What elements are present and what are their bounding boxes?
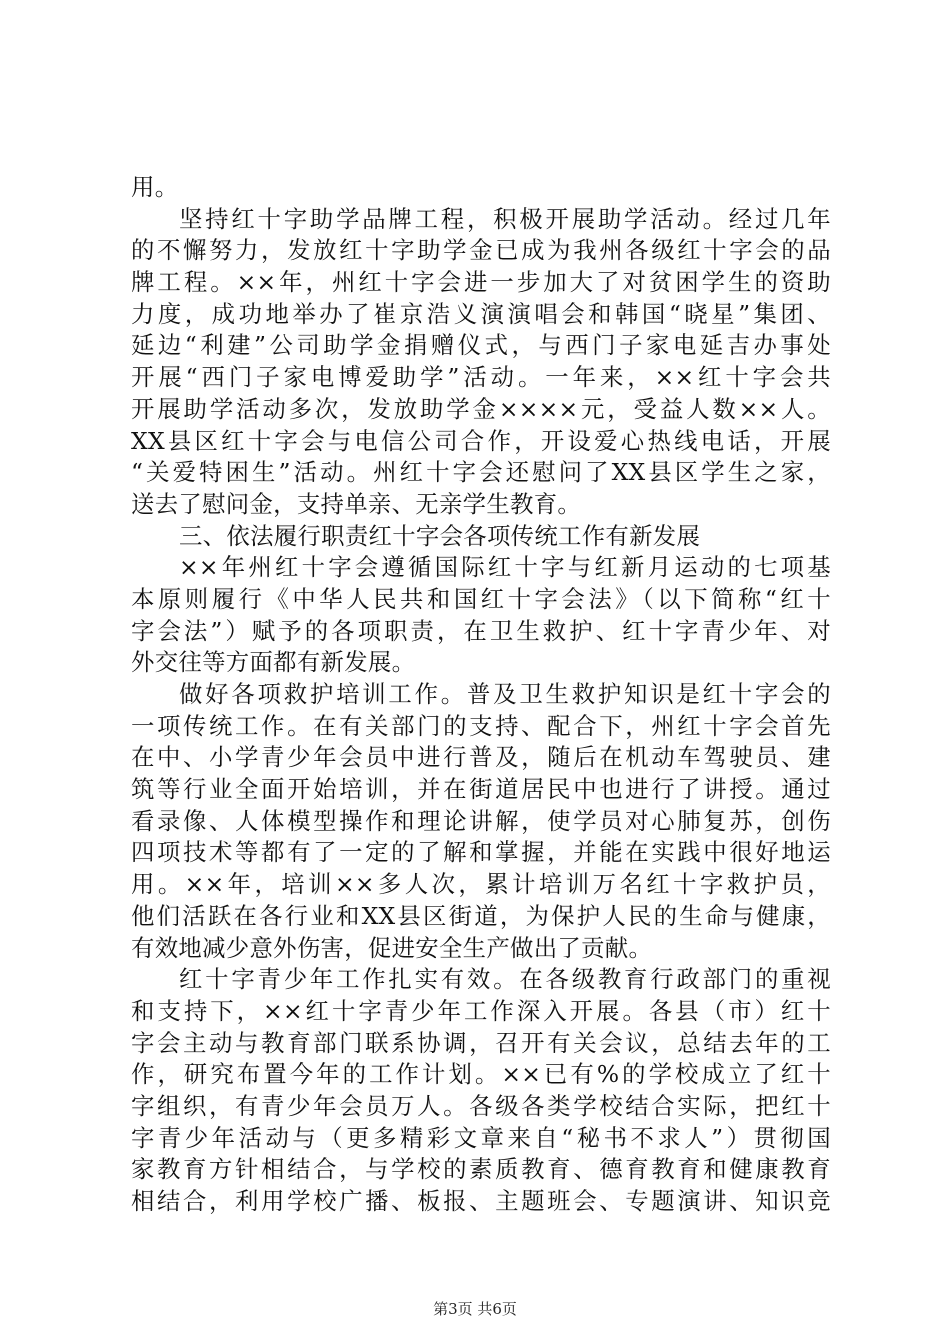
text-line: 字青少年活动与（更多精彩文章来自“秘书不求人”）贯彻国: [131, 1123, 831, 1152]
text-line: 本原则履行《中华人民共和国红十字会法》（以下简称“红十: [131, 584, 831, 613]
text-line: 用。××年，培训××多人次，累计培训万名红十字救护员，: [131, 870, 831, 899]
text-line: 相结合，利用学校广播、板报、主题班会、专题演讲、知识竞: [131, 1187, 831, 1215]
paragraph-principles: [131, 552, 831, 679]
paragraph-continuation: [131, 172, 831, 204]
text-line: 用。: [131, 173, 179, 201]
text-line: ××年州红十字会遵循国际红十字与红新月运动的七项基: [179, 553, 831, 582]
text-line: 作，研究布置今年的工作计划。××已有%的学校成立了红十: [131, 1060, 831, 1089]
text-line: 看录像、人体模型操作和理论讲解，使学员对心肺复苏，创伤: [131, 806, 831, 835]
document-body: [131, 172, 831, 1218]
text-line: 四项技术等都有了一定的了解和掌握，并能在实践中很好地运: [131, 838, 831, 867]
text-line: 筑等行业全面开始培训，并在街道居民中也进行了讲授。通过: [131, 775, 831, 804]
text-line: 家教育方针相结合，与学校的素质教育、德育教育和健康教育: [131, 1155, 831, 1184]
paragraph-student-aid: [131, 204, 831, 521]
text-line: 三、依法履行职责红十字会各项传统工作有新发展: [179, 521, 701, 550]
text-line: 红十字青少年工作扎实有效。在各级教育行政部门的重视: [179, 965, 831, 994]
text-line: 的不懈努力，发放红十字助学金已成为我州各级红十字会的品: [131, 236, 831, 265]
text-line: 一项传统工作。在有关部门的支持、配合下，州红十字会首先: [131, 711, 831, 740]
text-line: 和支持下，××红十字青少年工作深入开展。各县（市）红十: [131, 996, 831, 1025]
text-line: 力度，成功地举办了崔京浩义演演唱会和韩国“晓星”集团、: [131, 299, 831, 328]
text-line: 送去了慰问金，支持单亲、无亲学生教育。: [131, 489, 582, 518]
text-line: “关爱特困生”活动。州红十字会还慰问了XX县区学生之家，: [131, 458, 831, 487]
text-line: 字组织，有青少年会员万人。各级各类学校结合实际，把红十: [131, 1091, 831, 1120]
text-line: 他们活跃在各行业和XX县区街道，为保护人民的生命与健康，: [131, 901, 831, 930]
section-heading-three: [131, 521, 831, 553]
text-line: 有效地减少意外伤害，促进安全生产做出了贡献。: [131, 933, 653, 962]
page-footer: 第3页 共6页: [433, 1300, 517, 1318]
text-line: 外交往等方面都有新发展。: [131, 648, 416, 677]
text-line: 牌工程。××年，州红十字会进一步加大了对贫困学生的资助: [131, 268, 831, 297]
text-line: XX县区红十字会与电信公司合作，开设爱心热线电话，开展: [131, 426, 831, 455]
text-line: 做好各项救护培训工作。普及卫生救护知识是红十字会的: [179, 680, 831, 708]
text-line: 开展助学活动多次，发放助学金××××元，受益人数××人。: [131, 394, 831, 423]
text-line: 坚持红十字助学品牌工程，积极开展助学活动。经过几年: [179, 204, 831, 233]
text-line: 字会主动与教育部门联系协调，召开有关会议，总结去年的工: [131, 1028, 831, 1057]
paragraph-youth-work: [131, 964, 831, 1218]
text-line: 延边“利建”公司助学金捐赠仪式，与西门子家电延吉办事处: [131, 331, 831, 360]
text-line: 开展“西门子家电博爱助学”活动。一年来，××红十字会共: [131, 363, 831, 392]
paragraph-rescue-training: [131, 679, 831, 964]
text-line: 在中、小学青少年会员中进行普及，随后在机动车驾驶员、建: [131, 743, 831, 772]
text-line: 字会法”）赋予的各项职责，在卫生救护、红十字青少年、对: [131, 616, 831, 645]
